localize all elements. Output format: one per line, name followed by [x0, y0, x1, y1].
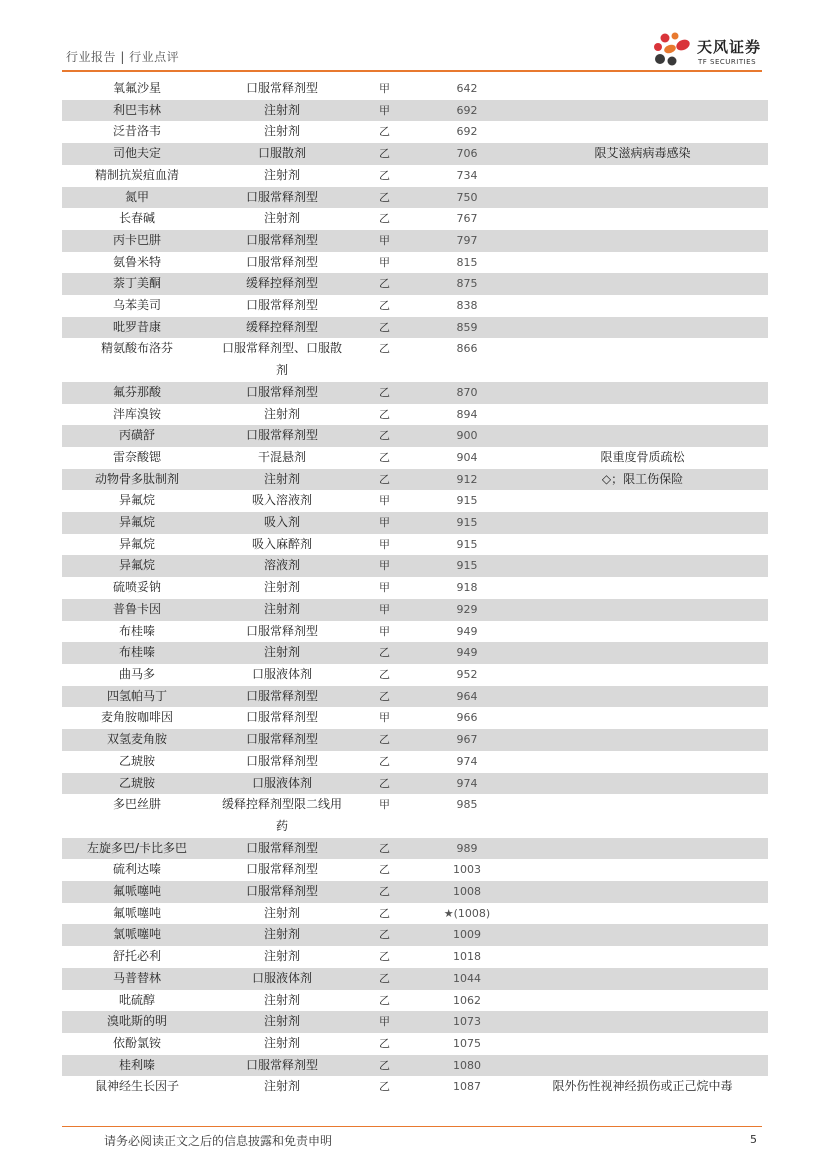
- category-cell: 甲: [379, 82, 390, 95]
- category-cell: 甲: [379, 581, 390, 595]
- category-cell: 甲: [352, 230, 417, 252]
- category-cell: 乙: [379, 407, 390, 421]
- number-cell: 1080: [417, 1055, 517, 1077]
- number-cell: 1008: [417, 881, 517, 903]
- category-cell: 甲: [352, 1011, 417, 1033]
- remark-cell: [517, 555, 768, 577]
- remark-cell: [517, 165, 768, 187]
- remark-cell: 限艾滋病病毒感染: [517, 143, 768, 165]
- remark-cell: [517, 317, 768, 339]
- drug-name-cell: 普鲁卡因: [62, 599, 212, 621]
- drug-name-cell: 泮库溴铵: [112, 406, 161, 421]
- drug-name-cell: 雷奈酸锶: [112, 449, 161, 464]
- remark-cell: [517, 773, 768, 795]
- number-cell: 952: [456, 667, 478, 681]
- drug-name-cell: 乙琥胺: [62, 773, 212, 795]
- number-cell: 815: [456, 255, 478, 269]
- dosage-form-cell: 缓释控释剂型: [212, 317, 352, 339]
- remark-cell: [517, 121, 768, 143]
- drug-name-cell: 左旋多巴/卡比多巴: [62, 838, 212, 860]
- dosage-form-cell: 口服液体剂: [212, 773, 352, 795]
- category-cell: 乙: [352, 425, 417, 447]
- remark-cell: [517, 78, 768, 100]
- drug-name-cell: 双氢麦角胺: [62, 729, 212, 751]
- drug-name-cell: 泛昔洛韦: [112, 124, 161, 139]
- dosage-form-cell: 注射剂: [263, 905, 300, 920]
- drug-name-cell: 精制抗炭疽血清: [94, 167, 179, 182]
- dosage-form-cell: 口服常释剂型: [212, 838, 352, 860]
- table-row: [62, 317, 768, 339]
- dosage-form-cell: 口服常释剂型: [212, 881, 352, 903]
- drug-name-cell: 氨鲁米特: [112, 254, 161, 269]
- drug-name-cell: 异氟烷: [118, 536, 155, 551]
- remark-cell: [517, 230, 768, 252]
- category-cell: 乙: [379, 1080, 390, 1094]
- dosage-form-cell: 缓释控释剂型: [212, 273, 352, 295]
- dosage-form-cell: 注射剂: [212, 100, 352, 122]
- dosage-form-cell: 注射剂: [263, 1035, 300, 1050]
- number-cell: 894: [456, 407, 478, 421]
- dosage-form-cell: 注射剂: [263, 124, 300, 139]
- dosage-form-cell: 缓释控释剂型限二线用药: [221, 797, 342, 833]
- category-cell: 乙: [379, 299, 390, 313]
- number-cell: 692: [417, 100, 517, 122]
- category-cell: 甲: [352, 599, 417, 621]
- category-cell: 乙: [352, 469, 417, 491]
- number-cell: 915: [417, 512, 517, 534]
- remark-cell: [517, 642, 768, 664]
- drug-name-cell: 布桂嗪: [62, 642, 212, 664]
- remark-cell: ◇；限工伤保险: [517, 469, 768, 491]
- drug-name-cell: 乙琥胺: [118, 753, 155, 768]
- remark-cell: [517, 577, 768, 599]
- remark-cell: [517, 599, 768, 621]
- remark-cell: [517, 1055, 768, 1077]
- drug-name-cell: 麦角胺咖啡因: [100, 710, 173, 725]
- category-cell: 乙: [352, 1055, 417, 1077]
- remark-cell: [517, 187, 768, 209]
- table-row: [62, 773, 768, 795]
- drug-name-cell: 司他夫定: [62, 143, 212, 165]
- drug-name-cell: 舒托必利: [112, 949, 161, 964]
- remark-cell: [517, 425, 768, 447]
- drug-name-cell: 长春碱: [118, 211, 155, 226]
- dosage-form-cell: 注射剂: [263, 580, 300, 595]
- table-row: [62, 100, 768, 122]
- remark-cell: [517, 1011, 768, 1033]
- table-row: [62, 121, 768, 143]
- drug-name-cell: 氟哌噻吨: [62, 881, 212, 903]
- report-category: 行业报告 | 行业点评: [66, 50, 180, 64]
- company-logo: [651, 30, 771, 70]
- table-row: [62, 338, 768, 381]
- remark-cell: [517, 751, 768, 773]
- category-cell: 乙: [379, 1036, 390, 1050]
- remark-cell: [517, 881, 768, 903]
- category-cell: 甲: [379, 255, 390, 269]
- dosage-form-cell: 吸入麻醉剂: [251, 536, 312, 551]
- category-cell: 乙: [352, 729, 417, 751]
- remark-cell: [517, 838, 768, 860]
- table-row: [62, 295, 768, 317]
- number-cell: 974: [456, 754, 478, 768]
- dosage-form-cell: 注射剂: [212, 642, 352, 664]
- remark-cell: [517, 859, 768, 881]
- drug-name-cell: 精氨酸布洛芬: [100, 341, 173, 356]
- remark-cell: [517, 100, 768, 122]
- remark-cell: [517, 621, 768, 643]
- number-cell: 1003: [453, 863, 481, 877]
- table-row: [62, 555, 768, 577]
- number-cell: 967: [417, 729, 517, 751]
- number-cell: 734: [456, 168, 478, 182]
- category-cell: 乙: [379, 342, 390, 356]
- remark-cell: [517, 990, 768, 1012]
- remark-cell: [517, 794, 768, 837]
- drug-name-cell: 异氟烷: [62, 555, 212, 577]
- drug-name-cell: 吡罗昔康: [62, 317, 212, 339]
- drug-name-cell: 四氢帕马丁: [62, 686, 212, 708]
- dosage-form-cell: 注射剂: [212, 599, 352, 621]
- drug-name-cell: 丙磺舒: [62, 425, 212, 447]
- table-row: [62, 165, 768, 187]
- number-cell: 949: [456, 624, 478, 638]
- number-cell: 692: [456, 125, 478, 139]
- category-cell: 甲: [379, 711, 390, 725]
- category-cell: 乙: [352, 773, 417, 795]
- remark-cell: [517, 208, 768, 230]
- logo-flower-icon: [651, 30, 697, 70]
- drug-name-cell: 氟哌噻吨: [112, 905, 161, 920]
- dosage-form-cell: 口服常释剂型: [245, 710, 318, 725]
- table-row: [62, 252, 768, 274]
- number-cell: 767: [456, 212, 478, 226]
- dosage-form-cell: 干混悬剂: [257, 449, 306, 464]
- drug-name-cell: 溴吡斯的明: [62, 1011, 212, 1033]
- category-cell: 乙: [352, 382, 417, 404]
- dosage-form-cell: 注射剂: [263, 211, 300, 226]
- number-cell: 859: [417, 317, 517, 339]
- number-cell: 929: [417, 599, 517, 621]
- number-cell: 912: [417, 469, 517, 491]
- category-cell: 乙: [352, 924, 417, 946]
- dosage-form-cell: 口服常释剂型: [245, 81, 318, 95]
- category-cell: 乙: [379, 950, 390, 964]
- drug-name-cell: 利巴韦林: [62, 100, 212, 122]
- table-row: [62, 903, 768, 925]
- drug-name-cell: 硫利达嗪: [112, 862, 161, 877]
- category-cell: 甲: [352, 100, 417, 122]
- dosage-form-cell: 口服常释剂型: [245, 862, 318, 877]
- category-cell: 甲: [379, 624, 390, 638]
- number-cell: 949: [417, 642, 517, 664]
- number-cell: 866: [456, 342, 478, 356]
- number-cell: ★(1008): [443, 906, 491, 920]
- remark-cell: [517, 707, 768, 729]
- table-row: [62, 382, 768, 404]
- table-row: [62, 838, 768, 860]
- category-cell: 乙: [379, 863, 390, 877]
- remark-cell: [517, 273, 768, 295]
- number-cell: 1073: [417, 1011, 517, 1033]
- category-cell: 甲: [352, 555, 417, 577]
- dosage-form-cell: 注射剂: [212, 1011, 352, 1033]
- number-cell: 1087: [453, 1080, 481, 1094]
- table-row: [62, 230, 768, 252]
- remark-cell: [517, 338, 768, 381]
- category-cell: 乙: [352, 143, 417, 165]
- category-cell: 乙: [352, 317, 417, 339]
- remark-cell: [517, 512, 768, 534]
- dosage-form-cell: 注射剂: [263, 949, 300, 964]
- footer-divider: [62, 1126, 762, 1127]
- category-cell: 乙: [352, 881, 417, 903]
- drug-name-cell: 吡硫醇: [118, 992, 155, 1007]
- number-cell: 706: [417, 143, 517, 165]
- dosage-form-cell: 注射剂: [212, 924, 352, 946]
- category-cell: 乙: [352, 187, 417, 209]
- remark-cell: 限外伤性视神经损伤或正己烷中毒: [552, 1079, 733, 1094]
- table-row: [62, 881, 768, 903]
- dosage-form-cell: 口服常释剂型: [212, 382, 352, 404]
- dosage-form-cell: 口服常释剂型: [212, 729, 352, 751]
- remark-cell: [517, 664, 768, 686]
- category-cell: 乙: [379, 168, 390, 182]
- dosage-form-cell: 注射剂: [263, 992, 300, 1007]
- category-cell: 乙: [352, 642, 417, 664]
- remark-cell: [517, 729, 768, 751]
- drug-name-cell: 氯哌噻吨: [62, 924, 212, 946]
- number-cell: 642: [456, 82, 478, 95]
- table-row: [62, 686, 768, 708]
- number-cell: 900: [417, 425, 517, 447]
- dosage-form-cell: 口服常释剂型、口服散剂: [221, 341, 342, 378]
- number-cell: 904: [456, 450, 478, 464]
- drug-name-cell: 动物骨多肽制剂: [62, 469, 212, 491]
- dosage-form-cell: 口服常释剂型: [212, 230, 352, 252]
- table-row: [62, 425, 768, 447]
- page-number: 5: [750, 1133, 757, 1146]
- number-cell: 966: [456, 711, 478, 725]
- logo-name: 天风证券: [697, 38, 762, 56]
- remark-cell: [517, 903, 768, 925]
- number-cell: 870: [417, 382, 517, 404]
- number-cell: 915: [456, 494, 478, 508]
- drug-name-cell: 氟芬那酸: [62, 382, 212, 404]
- drug-name-cell: 马普替林: [62, 968, 212, 990]
- remark-cell: [517, 686, 768, 708]
- drug-name-cell: 布桂嗪: [118, 623, 155, 638]
- dosage-form-cell: 口服常释剂型: [212, 1055, 352, 1077]
- dosage-form-cell: 溶液剂: [212, 555, 352, 577]
- footer-disclaimer: 请务必阅读正文之后的信息披露和免责申明: [104, 1134, 333, 1148]
- number-cell: 875: [417, 273, 517, 295]
- dosage-form-cell: 口服常释剂型: [212, 425, 352, 447]
- number-cell: 915: [417, 555, 517, 577]
- drug-name-cell: 异氟烷: [62, 512, 212, 534]
- category-cell: 乙: [352, 968, 417, 990]
- table-row: [62, 751, 768, 773]
- number-cell: 915: [456, 537, 478, 551]
- remark-cell: [517, 968, 768, 990]
- logo-subtitle: TF SECURITIES: [698, 58, 757, 66]
- drug-name-cell: 桂利嗪: [62, 1055, 212, 1077]
- table-row: [62, 924, 768, 946]
- remark-cell: [517, 534, 768, 556]
- dosage-form-cell: 注射剂: [212, 469, 352, 491]
- remark-cell: [517, 404, 768, 426]
- category-cell: 乙: [352, 686, 417, 708]
- category-cell: 乙: [352, 273, 417, 295]
- dosage-form-cell: 口服常释剂型: [245, 254, 318, 269]
- number-cell: 797: [417, 230, 517, 252]
- drug-name-cell: 氧氟沙星: [112, 81, 161, 95]
- remark-cell: [517, 252, 768, 274]
- dosage-form-cell: 口服散剂: [212, 143, 352, 165]
- number-cell: 918: [456, 581, 478, 595]
- table-row: [62, 469, 768, 491]
- drug-name-cell: 依酚氯铵: [112, 1035, 161, 1050]
- table-row: [62, 1055, 768, 1077]
- drug-name-cell: 萘丁美酮: [62, 273, 212, 295]
- number-cell: 1075: [453, 1036, 481, 1050]
- drug-name-cell: 多巴丝肼: [112, 797, 161, 812]
- table-row: [62, 859, 768, 881]
- drug-name-cell: 氮甲: [62, 187, 212, 209]
- dosage-form-cell: 口服常释剂型: [212, 686, 352, 708]
- table-row: [62, 621, 768, 643]
- dosage-form-cell: 口服常释剂型: [245, 623, 318, 638]
- category-cell: 乙: [379, 125, 390, 139]
- drug-name-cell: 硫喷妥钠: [112, 580, 161, 595]
- table-row: [62, 599, 768, 621]
- remark-cell: [517, 924, 768, 946]
- table-row: [62, 1033, 768, 1055]
- table-row: [62, 534, 768, 556]
- dosage-form-cell: 口服常释剂型: [245, 753, 318, 768]
- category-cell: 甲: [379, 798, 390, 812]
- table-row: [62, 490, 768, 512]
- dosage-form-cell: 注射剂: [263, 406, 300, 421]
- number-cell: 1018: [453, 950, 481, 964]
- category-cell: 乙: [379, 906, 390, 920]
- category-cell: 乙: [379, 754, 390, 768]
- drug-name-cell: 鼠神经生长因子: [94, 1079, 179, 1094]
- category-cell: 甲: [379, 494, 390, 508]
- table-row: [62, 1011, 768, 1033]
- table-row: [62, 990, 768, 1012]
- remark-cell: [517, 295, 768, 317]
- table-row: [62, 577, 768, 599]
- category-cell: 乙: [379, 450, 390, 464]
- remark-cell: [517, 490, 768, 512]
- header-divider: [62, 70, 762, 72]
- category-cell: 乙: [379, 993, 390, 1007]
- number-cell: 1009: [417, 924, 517, 946]
- remark-cell: [517, 382, 768, 404]
- drug-list-table: [62, 78, 768, 1098]
- table-row: [62, 187, 768, 209]
- category-cell: 乙: [379, 212, 390, 226]
- drug-name-cell: 乌苯美司: [112, 298, 161, 313]
- table-row: [62, 447, 768, 469]
- table-row: [62, 664, 768, 686]
- dosage-form-cell: 吸入剂: [212, 512, 352, 534]
- remark-cell: 限重度骨质疏松: [600, 449, 685, 464]
- table-row: [62, 794, 768, 837]
- dosage-form-cell: 口服液体剂: [212, 968, 352, 990]
- category-cell: 乙: [352, 838, 417, 860]
- remark-cell: [517, 946, 768, 968]
- drug-name-cell: 丙卡巴肼: [62, 230, 212, 252]
- category-cell: 乙: [379, 667, 390, 681]
- remark-cell: [517, 1033, 768, 1055]
- dosage-form-cell: 口服常释剂型: [212, 187, 352, 209]
- table-row: [62, 143, 768, 165]
- table-row: [62, 512, 768, 534]
- number-cell: 750: [417, 187, 517, 209]
- number-cell: 989: [417, 838, 517, 860]
- dosage-form-cell: 注射剂: [263, 1079, 300, 1094]
- category-cell: 甲: [379, 537, 390, 551]
- table-row: [62, 78, 768, 100]
- number-cell: 1062: [453, 993, 481, 1007]
- table-row: [62, 273, 768, 295]
- table-row: [62, 946, 768, 968]
- table-row: [62, 968, 768, 990]
- table-row: [62, 1076, 768, 1098]
- table-row: [62, 642, 768, 664]
- drug-name-cell: 异氟烷: [118, 493, 155, 508]
- table-row: [62, 404, 768, 426]
- number-cell: 974: [417, 773, 517, 795]
- dosage-form-cell: 注射剂: [263, 167, 300, 182]
- number-cell: 838: [456, 299, 478, 313]
- table-row: [62, 707, 768, 729]
- dosage-form-cell: 口服常释剂型: [245, 298, 318, 313]
- category-cell: 甲: [352, 512, 417, 534]
- drug-name-cell: 曲马多: [118, 666, 155, 681]
- number-cell: 1044: [417, 968, 517, 990]
- table-row: [62, 208, 768, 230]
- number-cell: 985: [456, 798, 478, 812]
- dosage-form-cell: 口服液体剂: [251, 666, 312, 681]
- dosage-form-cell: 吸入溶液剂: [251, 493, 312, 508]
- table-row: [62, 729, 768, 751]
- number-cell: 964: [417, 686, 517, 708]
